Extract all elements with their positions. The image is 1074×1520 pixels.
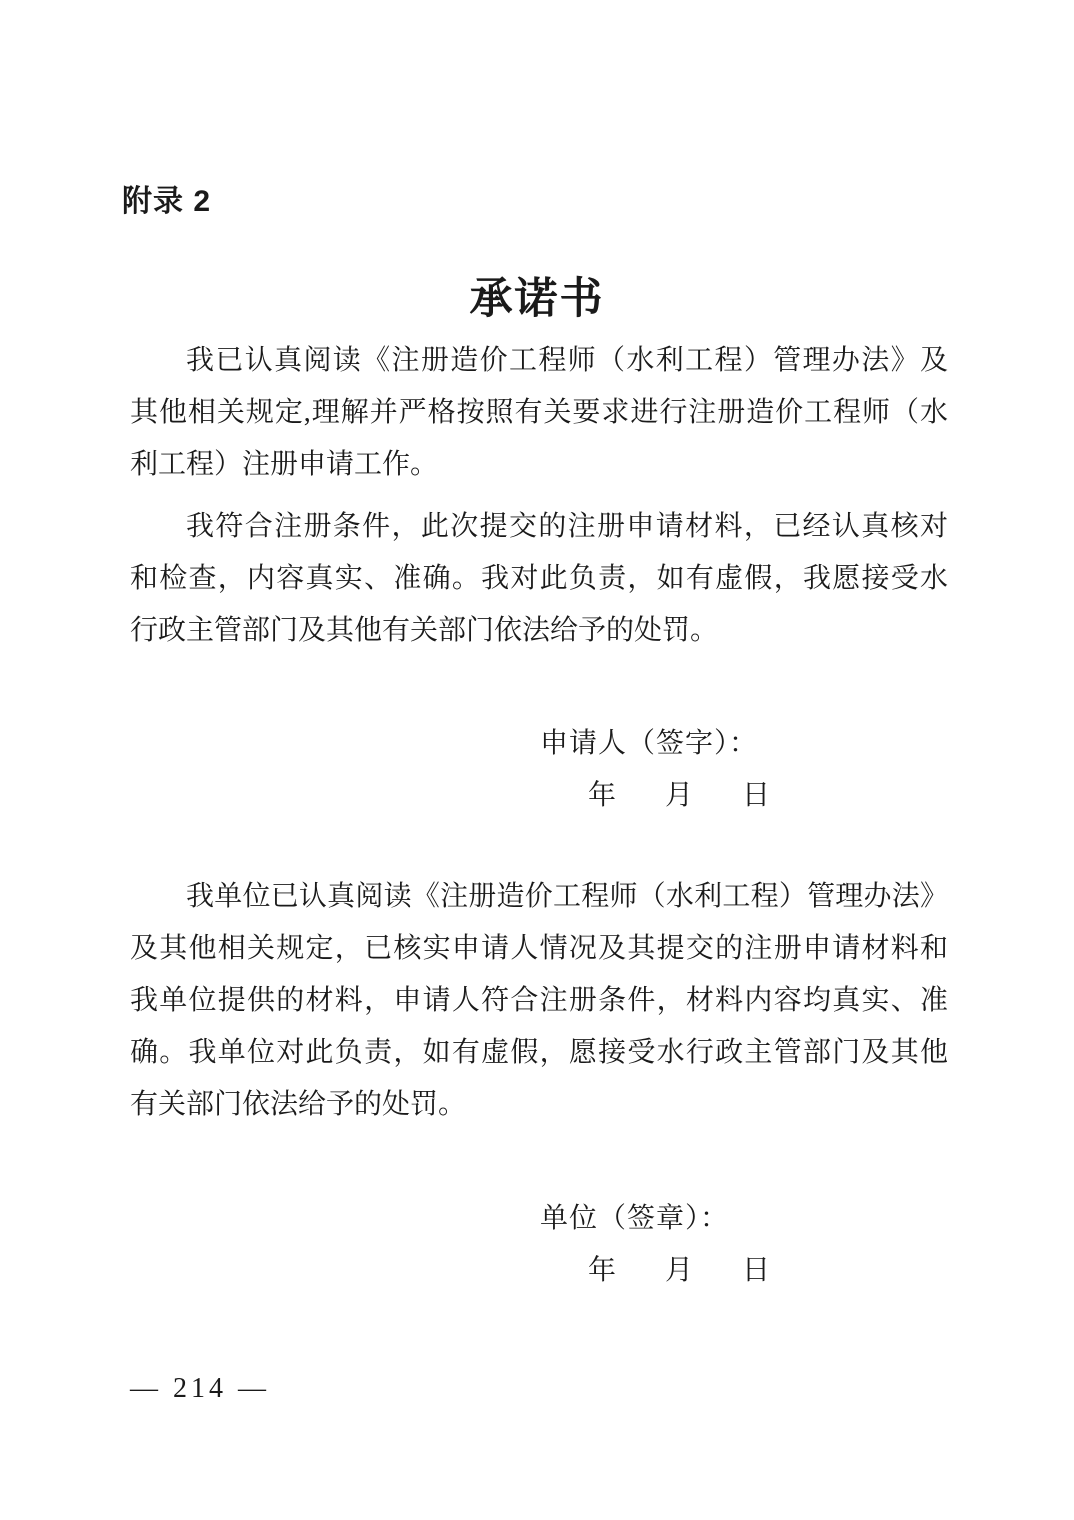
date-month-label: 月 <box>665 1255 694 1286</box>
text-line: 有关部门依法给予的处罚。 <box>130 1089 467 1120</box>
page-number: — 214 — <box>130 1373 270 1404</box>
applicant-signature-label: 申请人（签字）： <box>540 728 759 759</box>
text-line: 利工程）注册申请工作。 <box>130 449 439 480</box>
page-title: 承诺书 <box>469 276 605 323</box>
date-day-label: 日 <box>742 780 771 811</box>
employer-signature-label: 单位（签章）： <box>540 1203 730 1234</box>
text-line: 我符合注册条件，此次提交的注册申请材料，已经认真核对 <box>186 511 948 542</box>
text-line: 我已认真阅读《注册造价工程师（水利工程）管理办法》及 <box>186 345 948 376</box>
date-month-label: 月 <box>665 780 694 811</box>
employer-date-line <box>130 1245 948 1297</box>
text-line: 其他相关规定,理解并严格按照有关要求进行注册造价工程师（水 <box>130 397 948 428</box>
text-line: 我单位提供的材料，申请人符合注册条件，材料内容均真实、准 <box>130 985 948 1016</box>
paragraph-employer-declaration <box>130 871 948 1131</box>
applicant-signature-block <box>130 718 948 822</box>
paragraph-applicant-read <box>130 335 948 491</box>
paragraph-applicant-declaration <box>130 501 948 657</box>
text-line: 及其他相关规定，已核实申请人情况及其提交的注册申请材料和 <box>130 933 948 964</box>
date-year-label: 年 <box>588 1255 617 1286</box>
document-body <box>130 335 948 1297</box>
text-line: 确。我单位对此负责，如有虚假，愿接受水行政主管部门及其他 <box>130 1037 948 1068</box>
appendix-label: 附录 2 <box>122 185 212 218</box>
text-line: 和检查，内容真实、准确。我对此负责，如有虚假，我愿接受水 <box>130 563 948 594</box>
date-year-label: 年 <box>588 780 617 811</box>
text-line: 行政主管部门及其他有关部门依法给予的处罚。 <box>130 615 719 646</box>
date-day-label: 日 <box>742 1255 771 1286</box>
text-line: 我单位已认真阅读《注册造价工程师（水利工程）管理办法》 <box>186 881 948 912</box>
applicant-date-line <box>130 770 948 822</box>
employer-signature-block <box>130 1193 948 1297</box>
